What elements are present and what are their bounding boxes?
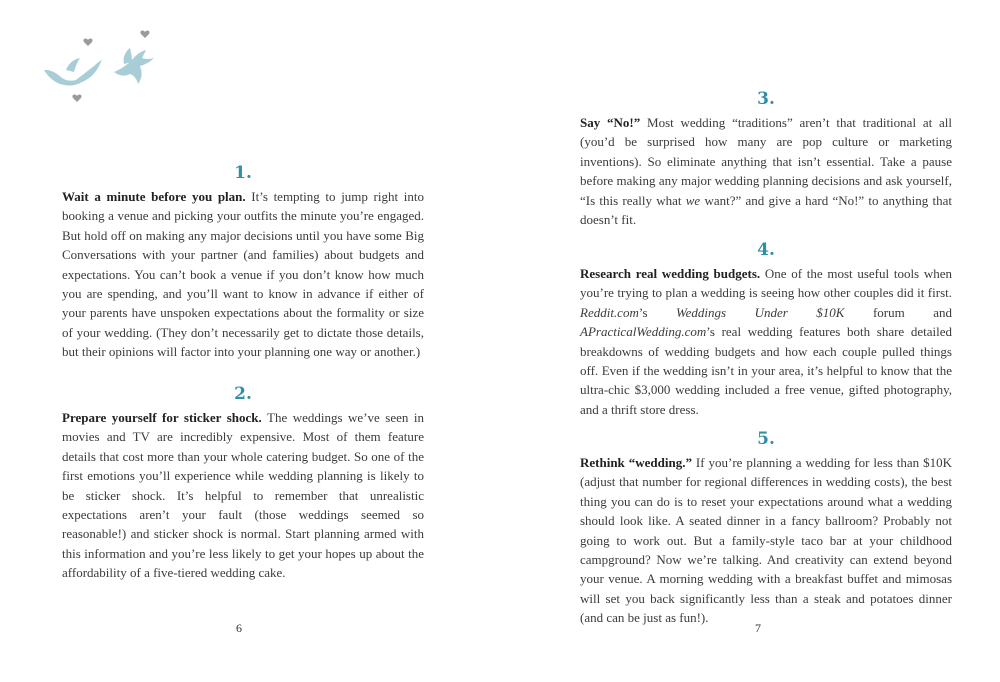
- source-reddit: Reddit.com: [580, 304, 639, 320]
- tip-number: 4.: [757, 240, 775, 260]
- tip-heading: Research real wedding budgets.: [580, 266, 761, 281]
- source-apracticalwedding: APracticalWedding.com: [580, 324, 707, 340]
- tip-body-end: want?” and give a hard “No!” to anything that doesn’t fit.: [580, 192, 952, 228]
- tip-text: [580, 264, 952, 419]
- tip-heading: Say “No!”: [580, 115, 641, 130]
- doves-with-hearts-icon: [44, 24, 164, 114]
- tip-body-end: ’s real wedding features both share detailed breakdowns of wedding budgets and how each couple pulled things off. Even if the wedding isn’t in your area, it’s helpful to know that the ultra-chic $3,000 wedding included a free venue, gifted photography, and a thrift store dress.: [580, 324, 952, 417]
- source-forum: Weddings Under $10K: [676, 304, 845, 320]
- tip-body: It’s tempting to jump right into booking a venue and picking your outfits the minute you’re engaged. But hold off on making any major decisions until you have some Big Conversations with your partner (and families) about budgets and expectations. You can’t book a venue if you don’t know how much you are spending, and you’ll want to know in advance if either of your parents have unspoken expectations about the formality or size of your wedding. (They don’t necessarily get to dictate those details, but their opinions will factor into your planning one way or another.): [62, 189, 424, 360]
- tip-3: [580, 89, 952, 229]
- tip-body: If you’re planning a wedding for less than $10K (adjust that number for regional differences in wedding costs), the best thing you can do is to reset your expectations around what a wedding should look like. A seated dinner in a fancy ballroom? Probably not going to work out. But a family-style taco bar at your childhood campground? Now we’re talking. And creativity can extend beyond your venue. A morning wedding with a breakfast buffet and mimosas will set you back significantly less than a steak and potatoes dinner (and can be just as fun!).: [580, 455, 952, 626]
- tip-number: 5.: [757, 429, 775, 449]
- tip-body: The weddings we’ve seen in movies and TV are incredibly expensive. Most of them feature details that cost more than your whole catering budget. So one of the first emotions you’ll experience while wedding planning is likely to be sticker shock. It’s helpful to remember that unrealistic expectations aren’t your fault (those weddings seemed so reasonable!) and sticker shock is normal. Start planning armed with this information and you’re less likely to get your hopes up about the affordability of a five-tiered wedding cake.: [62, 410, 424, 581]
- tip-1: [62, 163, 424, 362]
- tip-text: [580, 113, 952, 229]
- tip-2: [62, 384, 424, 583]
- tip-heading: Wait a minute before you plan.: [62, 189, 246, 204]
- page-number-right: 7: [755, 621, 761, 635]
- tip-body: One of the most useful tools when you’re trying to plan a wedding is seeing how other couples did it first.: [580, 266, 952, 301]
- tip-heading: Rethink “wedding.”: [580, 455, 692, 470]
- tip-text: [62, 408, 424, 583]
- tip-number: 1.: [234, 163, 252, 183]
- tip-body-mid: forum and: [844, 304, 952, 320]
- tip-text: [62, 187, 424, 362]
- tip-body: Most wedding “traditions” aren’t that traditional at all (you’d be surprised how many are pop culture or marketing inventions). So eliminate anything that isn’t essential. Take a pause before making any major wedding planning decisions and ask yourself, “Is this really what: [580, 115, 952, 208]
- tip-number: 2.: [234, 384, 252, 404]
- tip-emphasis: we: [685, 192, 701, 208]
- tip-4: [580, 240, 952, 419]
- tip-text: [580, 453, 952, 628]
- tip-body-suffix: ’s: [638, 304, 677, 320]
- right-page: [500, 0, 1000, 682]
- page-number-left: 6: [236, 621, 242, 635]
- tip-5: [580, 429, 952, 628]
- tip-number: 3.: [757, 89, 775, 109]
- tip-heading: Prepare yourself for sticker shock.: [62, 410, 262, 425]
